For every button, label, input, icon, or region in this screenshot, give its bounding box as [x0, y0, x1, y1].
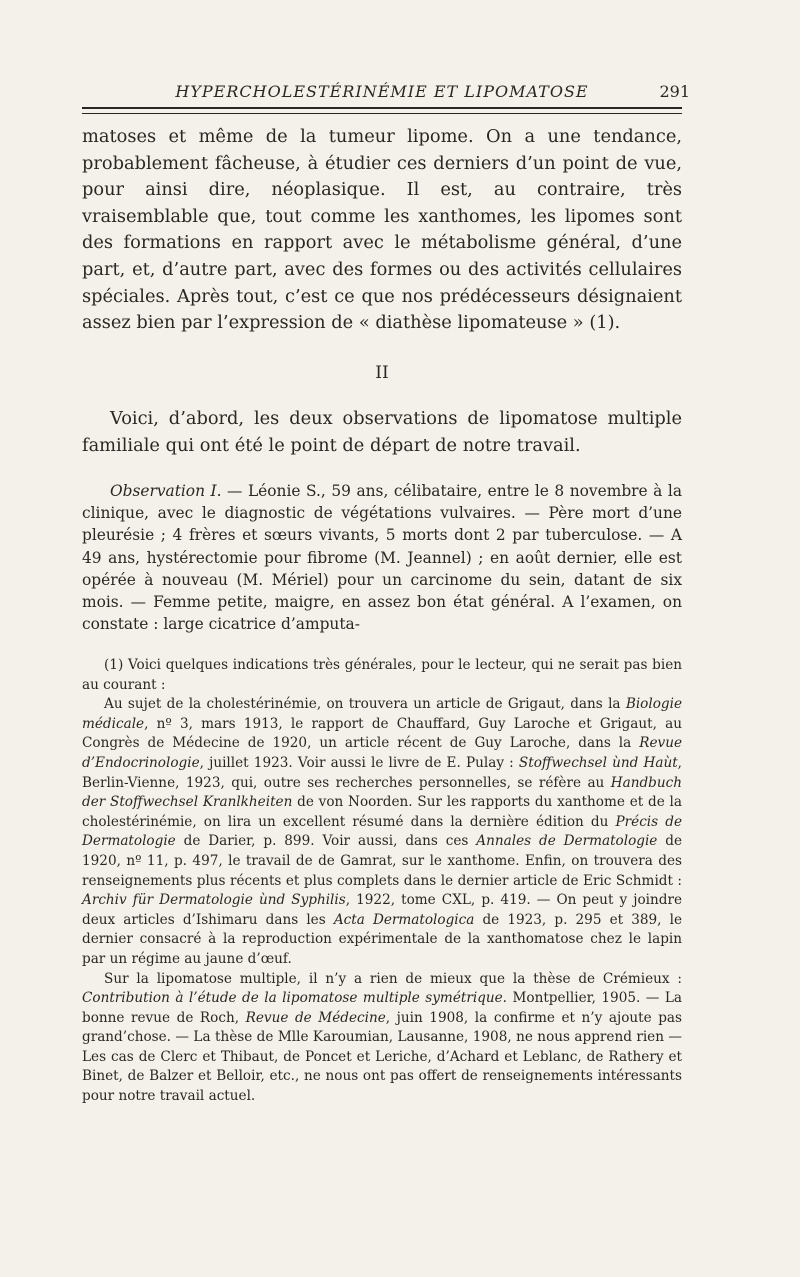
section-heading: II	[375, 363, 389, 383]
paragraph-2-text: Voici, d’abord, les deux observations de lipomatose multiple familiale qui ont été le point de départ de notre travail.	[82, 408, 682, 456]
observation-text: — Léonie S., 59 ans, célibataire, entre le 8 novembre à la clinique, avec le diagnostic de végétations vulvaires. — Père mort d’une pleurésie ; 4 frères et sœurs vivants, 5 morts dont 2 par tuberculose. — A 49 ans, hystérectomie pour fibrome (M. Jeannel) ; en août dernier, elle est opérée à nouveau (M. Mériel) pour un carcinome du sein, datant de six mois. — Femme petite, maigre, en assez bon état général. A l’examen, on constate : large cicatrice d’amputa-	[82, 482, 682, 634]
body-paragraph-2	[82, 406, 682, 459]
page-number: 291	[659, 82, 690, 101]
footnote-cholesterinemie: Au sujet de la cholestérinémie, on trouvera un article de Grigaut, dans la Biologie médicale, nº 3, mars 1913, le rapport de Chauffard, Guy Laroche et Grigaut, au Congrès de Médecine de 1920, un article récent de Guy Laroche, dans la Revue d’Endocrinologie, juillet 1923. Voir aussi le livre de E. Pulay : Stoffwechsel ùnd Haùt, Berlin-Vienne, 1923, qui, outre ses recherches personnelles, se réfère au Handbuch der Stoffwechsel Kranlkheiten de von Noorden. Sur les rapports du xanthome et de la cholestérinémie, on lira un excellent résumé dans la dernière édition du Précis de Dermatologie de Darier, p. 899. Voir aussi, dans ces Annales de Dermatologie de 1920, nº 11, p. 497, le travail de de Gamrat, sur le xanthome. Enfin, on trouvera des renseignements plus récents et plus complets dans le dernier article de Eric Schmidt : Archiv für Dermatologie ùnd Syphilis, 1922, tome CXL, p. 419. — On peut y joindre deux articles d’Ishimaru dans les Acta Dermatologica de 1923, p. 295 et 389, le dernier consacré à la reproduction expérimentale de la xanthomatose chez le lapin par un régime au jaune d’œuf.	[82, 696, 683, 967]
body-paragraph-1	[82, 124, 682, 337]
header-rule-thin	[82, 113, 682, 114]
running-title: HYPERCHOLESTÉRINÉMIE ET LIPOMATOSE	[175, 82, 589, 101]
running-header	[82, 82, 690, 101]
footnote-intro: (1) Voici quelques indications très générales, pour le lecteur, qui ne serait pas bien au courant :	[82, 657, 682, 693]
observation-paragraph	[82, 480, 682, 635]
paragraph-1-text: matoses et même de la tumeur lipome. On a une tendance, probablement fâcheuse, à étudier ces derniers d’un point de vue, pour ainsi dire, néoplasique. Il est, au contraire, très vraisemblable que, tout comme les xanthomes, les lipomes sont des formations en rapport avec le métabolisme général, d’une part, et, d’autre part, avec des formes ou des activités cellulaires spéciales. Après tout, c’est ce que nos prédécesseurs désignaient assez bien par l’expression de « diathèse lipomateuse » (1).	[82, 126, 682, 334]
footnotes	[82, 656, 682, 1107]
observation-title: Observation I.	[110, 482, 222, 500]
observation-block	[82, 480, 682, 635]
header-rule-thick	[82, 107, 682, 109]
footnote-lipomatose: Sur la lipomatose multiple, il n’y a rien de mieux que la thèse de Crémieux : Contribution à l’étude de la lipomatose multiple symétrique. Montpellier, 1905. — La bonne revue de Roch, Revue de Médecine, juin 1908, la confirme et n’y ajoute pas grand’chose. — La thèse de Mlle Karoumian, Lausanne, 1908, ne nous apprend rien — Les cas de Clerc et Thibaut, de Poncet et Leriche, d’Achard et Leblanc, de Rathery et Binet, de Balzer et Belloir, etc., ne nous ont pas offert de renseignements intéressants pour notre travail actuel.	[82, 970, 682, 1105]
